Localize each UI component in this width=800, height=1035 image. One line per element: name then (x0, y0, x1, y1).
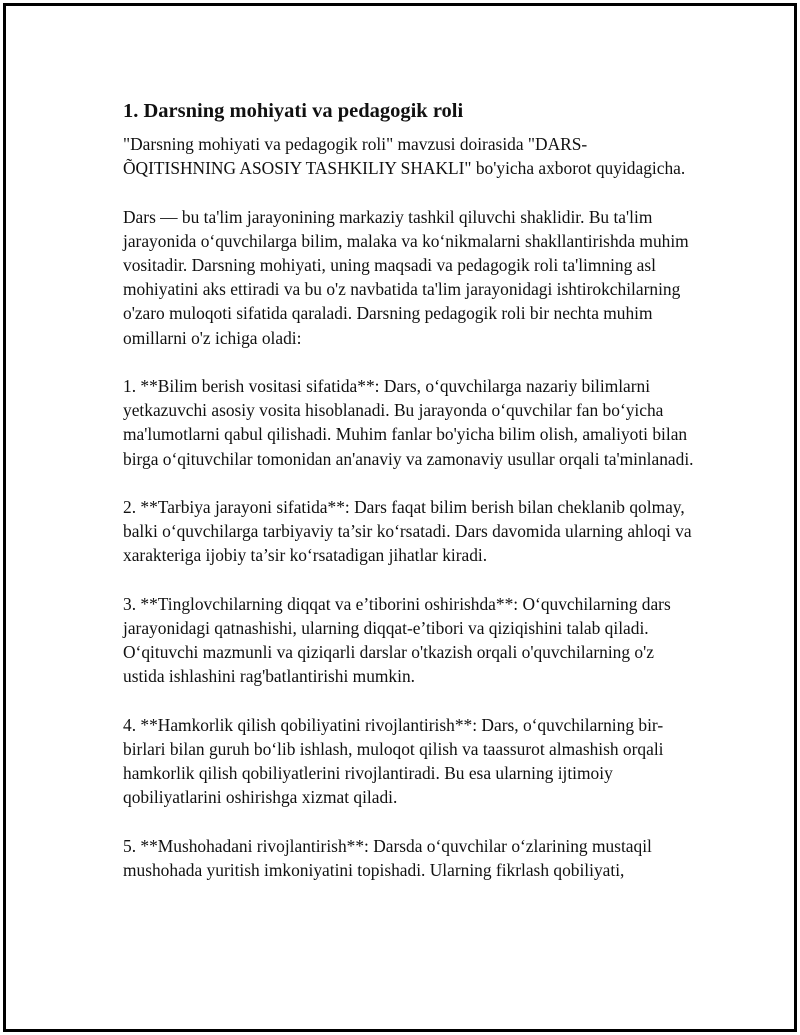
list-item-cooperation: 4. **Hamkorlik qilish qobiliyatini rivojlantirish**: Dars, o‘quvchilarning bir-birlari bilan guruh bo‘lib ishlash, muloqot qilish va taassurot almashish orqali hamkorlik qilish qobiliyatlerini rivojlantiradi. Bu esa ularning ijtimoiy qobiliyatlarini oshirishga xizmat qiladi. (123, 714, 664, 808)
list-item-observation: 5. **Mushohadani rivojlantirish**: Darsda o‘quvchilar o‘zlarining mustaqil mushohada yuritish imkoniyatini topishadi. Ularning fikrlash qobiliyati, (123, 835, 652, 880)
list-item-knowledge: 1. **Bilim berish vositasi sifatida**: Dars, o‘quvchilarga nazariy bilimlarni yetkazuvchi asosiy vosita hisoblanadi. Bu jarayonda o‘quvchilar fan bo‘yicha ma'lumotlarni qabul qilishadi. Muhim fanlar bo'yicha bilim olish, amaliyoti bilan birga o‘qituvchilar tomonidan an'anaviy va zamonaviy usullar orqali ta'minlanadi. (123, 376, 694, 469)
page-frame (3, 3, 797, 1032)
definition-paragraph: Dars — bu ta'lim jarayonining markaziy tashkil qiluvchi shaklidir. Bu ta'lim jarayonida o‘quvchilarga bilim, malaka va ko‘nikmalarni shakllantirishda muhim vositadir. Darsning mohiyati, uning maqsadi va pedagogik roli ta'limning asl mohiyatini aks ettiradi va bu o'z navbatida ta'lim jarayonidagi ishtirokchilarning o'zaro muloqoti sifatida qaraladi. Darsning pedagogik roli bir nechta muhim omillarni o'z ichiga oladi: (123, 206, 689, 348)
list-item-upbringing: 2. **Tarbiya jarayoni sifatida**: Dars faqat bilim berish bilan cheklanib qolmay, balki o‘quvchilarga tarbiyaviy ta’sir ko‘rsatadi. Dars davomida ularning ahloqi va xarakteriga ijobiy ta’sir ko‘rsatadigan jihatlar kiradi. (123, 497, 692, 566)
document-body (123, 98, 695, 906)
list-item-attention: 3. **Tinglovchilarning diqqat va e’tiborini oshirishda**: O‘quvchilarning dars jarayonidagi qatnashishi, ularning diqqat-e’tibori va qiziqishini talab qiladi. O‘qituvchi mazmunli va qiziqarli darslar o'tkazish orqali o'quvchilarning o'z ustida ishlashini rag'batlantirishi mumkin. (123, 593, 671, 687)
intro-paragraph: "Darsning mohiyati va pedagogik roli" mavzusi doirasida "DARS-ÕQITISHNING ASOSIY TASHKILIY SHAKLI" bo'yicha axborot quyidagicha. (123, 134, 686, 179)
section-heading: 1. Darsning mohiyati va pedagogik roli (123, 100, 464, 122)
